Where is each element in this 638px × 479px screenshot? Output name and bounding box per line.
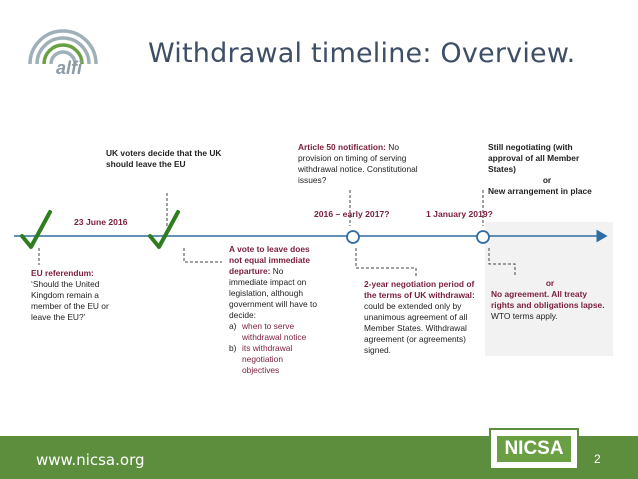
date-art50: 2016 – early 2017? (314, 209, 390, 219)
nicsa-logo-text: NICSA (497, 436, 571, 462)
page-title: Withdrawal timeline: Overview. (148, 38, 576, 69)
referendum-heading: EU referendum: (31, 268, 94, 278)
vote-leave-block (229, 244, 319, 376)
page-number: 2 (594, 452, 601, 466)
still-negotiating-or: or (542, 175, 552, 185)
check-icon (150, 212, 178, 247)
article50-block (298, 142, 426, 186)
referendum-text: ‘Should the United Kingdom remain a member of the EU or leave the EU?’ (31, 279, 109, 322)
still-negotiating-block (488, 142, 606, 197)
no-agreement-block (491, 278, 609, 322)
date-jan-2019: 1 January 2019? (426, 209, 493, 219)
referendum-block (31, 268, 111, 323)
vote-leave-text: No immediate impact on legislation, although government will have to decide: (229, 266, 317, 320)
negotiation-block (364, 279, 478, 356)
check-icon (22, 212, 50, 247)
milestone-jan2019 (477, 231, 489, 243)
still-negotiating-line2: New arrangement in place (488, 186, 592, 196)
list-item: a) when to serve withdrawal notice (229, 321, 307, 342)
list-item: b) its withdrawal negotiation objectives (229, 343, 293, 375)
article50-text: No provision on timing of serving withdrawal notice. Constitutional issues? (298, 142, 418, 185)
nicsa-logo (489, 428, 579, 470)
date-june-2016: 23 June 2016 (74, 217, 128, 227)
no-agreement-text: WTO terms apply. (491, 311, 558, 321)
negotiation-heading: 2-year negotiation period of the terms of UK withdrawal: (364, 279, 475, 300)
no-agreement-heading: No agreement. All treaty rights and obligations lapse. (491, 289, 605, 310)
no-agreement-or: or (545, 278, 555, 288)
still-negotiating-line1: Still negotiating (with approval of all Member States) (488, 142, 580, 174)
footer-url[interactable]: www.nicsa.org (36, 451, 145, 469)
milestone-art50 (347, 231, 359, 243)
article50-heading: Article 50 notification: (298, 142, 386, 152)
negotiation-text: could be extended only by unanimous agreement of all Member States. Withdrawal agreement (or agreements) signed. (364, 301, 468, 355)
logo-text: alfi (56, 58, 83, 78)
vote-leave-heading: A vote to leave does not equal immediate departure: (229, 244, 310, 276)
voters-heading: UK voters decide that the UK should leave the EU (106, 148, 222, 169)
vote-leave-list (229, 321, 319, 376)
